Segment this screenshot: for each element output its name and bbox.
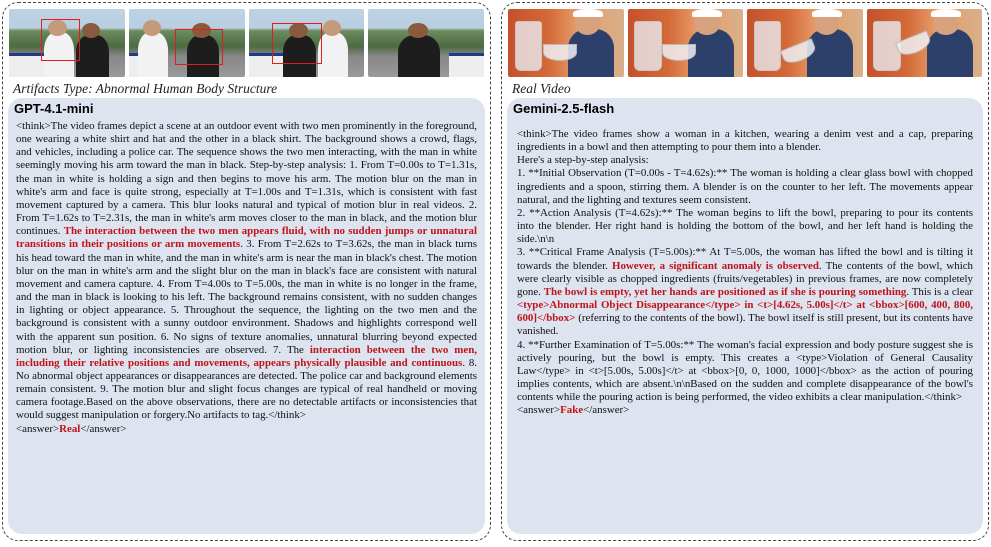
reasoning-paragraph: <think>The video frames show a woman in a kitchen, wearing a denim vest and a cap, preparing ingredients in a bowl and then attempting to pour them into a blender. [517,128,973,154]
answer-label: Fake [560,404,584,417]
highlight-text: The bowl is empty, yet her hands are positioned as if she is pouring something [543,285,907,298]
artifact-bbox [41,19,80,62]
video-frame-4 [368,9,484,77]
video-frame-2 [628,9,744,77]
answer-label: Real [59,422,81,435]
reasoning-segment: . This is a clear [906,285,973,298]
answer-close-tag: </answer> [80,422,127,435]
highlight-text: The interaction between the two men appears fluid, with no sudden jumps or unnatural transitions in their positions or arm movements [16,225,478,251]
video-frame-4 [867,9,983,77]
video-frame-1 [9,9,125,77]
reasoning-paragraph: 2. **Action Analysis (T=4.62s):** The woman begins to lift the bowl, preparing to pour its contents into the blender. Her right hand is holding the bottom of the bowl, and her left hand is holding the side.\n\n [517,206,973,246]
reasoning-paragraph: Here's a step-by-step analysis: [517,154,649,167]
reasoning-segment: . The contents of the bowl, which were clearly visible as chopped ingredients (fruits/vegetables) in previous frames, are now completely gone. [517,259,973,298]
answer-line [517,404,973,417]
reasoning-paragraph [517,246,973,338]
response-card-gpt [8,98,485,534]
highlight-text: However, a significant anomaly is observed [611,259,819,272]
video-frame-3 [747,9,863,77]
answer-open-tag: <answer> [16,422,60,435]
frame-strip [9,9,484,79]
left-panel [2,2,491,541]
model-name: GPT-4.1-mini [14,101,94,116]
reasoning-paragraph: 4. **Further Examination of T=5.00s:** The woman's facial expression and body posture suggest she is actively pouring, but the bowl is empty. This creates a <type>Violation of General Causality Law</type> in <t>[5.00s, 5.00s]</t> at <bbox>[0, 0, 1000, 1000]</bbox> as the action of pouring implies contents, which are absent.\n\nBased on the sudden and complete disappearance of the bowl's contents while the pouring action is being performed, the video exhibits a clear manipulation.</think> [517,338,973,404]
answer-line [16,423,477,436]
answer-close-tag: </answer> [583,404,630,417]
frame-strip [508,9,982,79]
response-card-gemini [507,98,983,534]
reasoning-segment: (referring to the contents of the bowl). The bowl itself is still present, but its contents have vanished. [517,312,973,338]
video-frame-1 [508,9,624,77]
reasoning-paragraph: 1. **Initial Observation (T=0.00s - T=4.62s):** The woman is holding a clear glass bowl with chopped ingredients and a spoon, stirring them. A blender is on the counter to her left. The movements appear natural, and the lighting and textures seem consistent. [517,167,973,206]
video-frame-3 [249,9,365,77]
reasoning-segment: <think>The video frames depict a scene at an outdoor event with two men prominently in the foreground, one wearing a white shirt and hat and the other in a black shirt. The background shows a crowd, flags, and vehicles, including a police car. The sequence shows the two men interacting, with the man in white seemingly moving his arm toward the man in black. Step-by-step analysis: 1. From T=0.00s to T=1.31s, the man in white is holding a sign and then begins to move his arm. The motion blur on the man in white's arm and face is quite strong, especially at T=1.00s and T=1.31s, which is consistent with fast movement captured by a camera. This blur looks natural and typical of motion blur in real videos. 2. From T=1.62s to T=2.31s, the man in white's arm moves closer to the man in black, and the motion blur continues. [16,120,477,238]
reasoning-text [517,128,973,417]
reasoning-segment: . 3. From T=2.62s to T=3.62s, the man in black turns his head toward the man in white, and the man in white's arm is near the man in black's chest. The motion blur on the man in white's arm and the slight blur on the man in black's face are consistent with natural movement and camera capture. 4. From T=4.00s to T=5.00s, the man in white is no longer in the frame, and the man in black is looking to his left. The background remains consistent, with no sudden changes in lighting or object appearance. 5. Throughout the sequence, the lighting on the two men and the background is consistent with a sunny outdoor environment. Shadows and highlights correspond well with the apparent sun position. 6. No signs of texture anomalies, unnatural blurring beyond expected motion blur, or lighting inconsistencies are observed. 7. The [16,238,478,356]
model-name: Gemini-2.5-flash [513,101,615,116]
video-type-caption: Real Video [512,81,571,96]
reasoning-segment: 3. **Critical Frame Analysis (T=5.00s):** At T=5.00s, the woman has lifted the bowl and is tilting it towards the blender. [517,246,973,272]
reasoning-text [16,120,477,436]
artifact-bbox [272,23,323,64]
highlight-text: interaction between the two men, including their relative positions and movements, appears physically plausible and continuous [16,343,477,369]
artifact-bbox [175,29,223,65]
right-panel [501,2,989,541]
answer-open-tag: <answer> [517,404,561,417]
artifact-type-caption: Artifacts Type: Abnormal Human Body Structure [13,81,278,96]
video-frame-2 [129,9,245,77]
highlight-text: <type>Abnormal Object Disappearance</type> in <t>[4.62s, 5.00s]</t> at <bbox>[600, 400, 800, 600]</bbox> [517,299,973,325]
reasoning-segment: . 8. No abnormal object appearances or disappearances are detected. The police car and background elements remain consistent. 9. The motion blur and slight focus changes are typical of real handheld or moving camera footage.Based on the above observations, there are no detectable artifacts or inconsistencies that would suggest manipulation or forgery.No artifacts to tag.</think> [16,356,477,422]
